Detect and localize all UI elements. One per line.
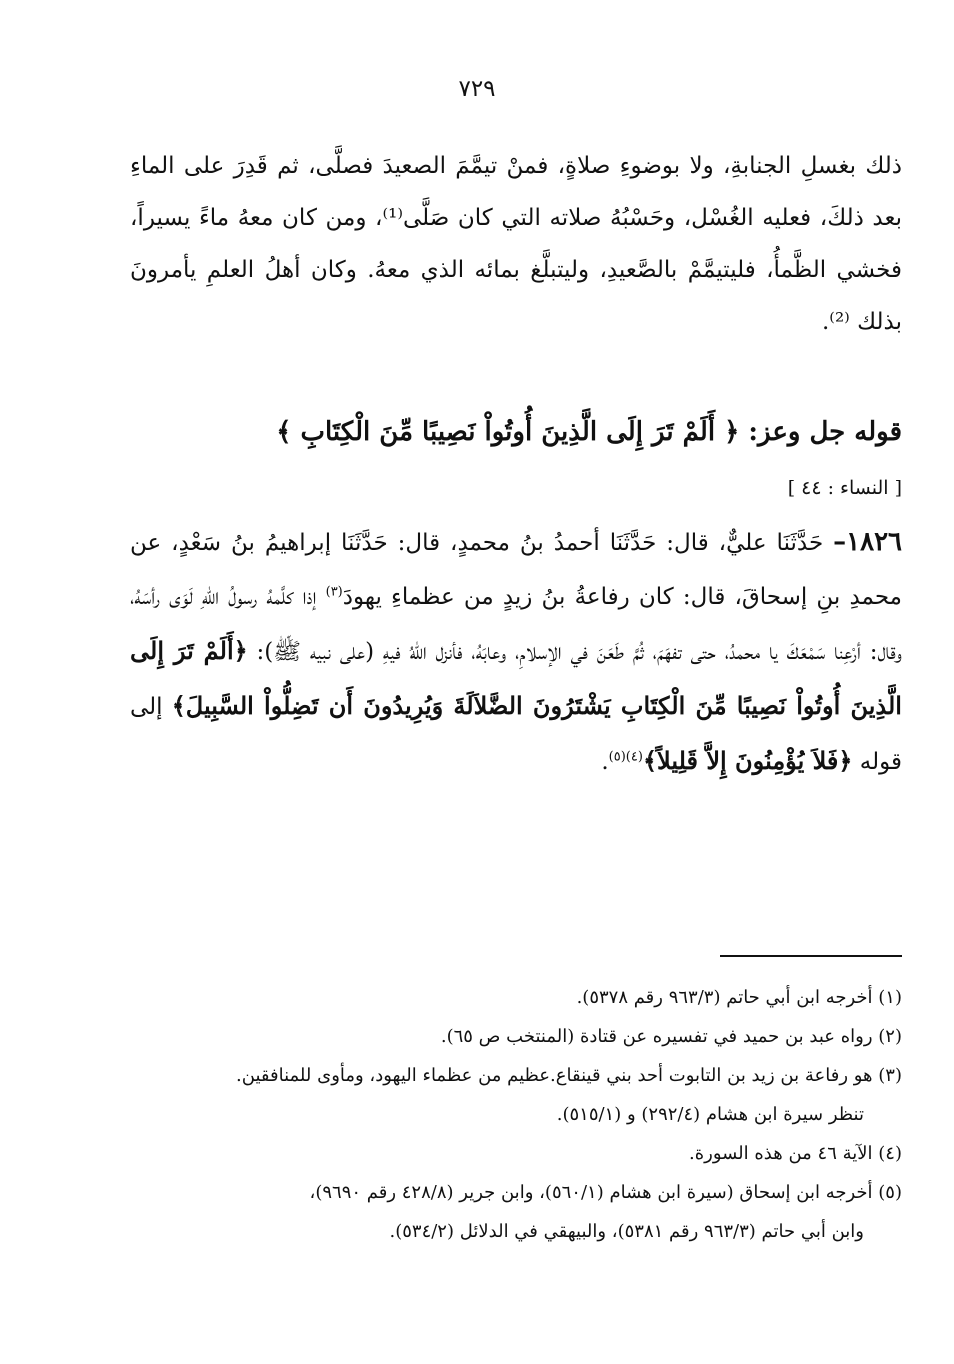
verse-heading xyxy=(130,410,902,454)
footnote-1: (١) أخرجه ابن أبي حاتم (٩٦٣/٣ رقم ٥٣٧٨). xyxy=(576,987,902,1008)
hadith-text-2: إذا كلَّمهُ رسولُ اللهِ لَوَى رأسَهُ، وقال: أرْعِنا سَمْعَكَ يا محمدُ، حتى تفهَمَ، ثُمَّ طَعَنَ في الإسلامِ، وعابَهُ، فأنزل اللهُ فيهِ (على نبيه ﷺ): xyxy=(130,584,902,665)
footnote-ref-3: (٣) xyxy=(325,584,343,600)
body-paragraph: ذلك بغسلِ الجنابةِ، ولا بوضوءِ صلاةٍ، فمنْ تيمَّمَ الصعيدَ فصلَّى، ثم قَدِرَ على الماءِ بعد ذلكَ، فعليه الغُسْل، وحَسْبُهُ صلاته التي كان صَلَّى⁽¹⁾، ومن كان معهُ ماءً يسيراً، فخشي الظَّمأُ، فليتيمَّمْ بالصَّعيدِ، وليتبلَّغ بمائه الذي معهُ. وكان أهلُ العلمِ يأمرونَ بذلك ⁽²⁾. xyxy=(130,153,902,335)
footnote-5: (٥) أخرجه ابن إسحاق (سيرة ابن هشام (٥٦٠/١)، وابن جرير (٤٢٨/٨ رقم ٩٦٩٠)، xyxy=(309,1182,902,1203)
hadith-text-1: حَدَّثَنَا عليٌّ، قال: حَدَّثَنَا أحمدُ بنُ محمدٍ، قال: حَدَّثَنَا إبراهيمُ بنُ سَعْدٍ، عن محمدِ بنِ إسحاقَ، قال: كان رفاعةُ بنُ زيدٍ من عظماءِ يهودَ xyxy=(130,530,902,610)
hadith-number: ١٨٢٦– xyxy=(833,527,902,557)
heading-verse: ﴿ أَلَمْ تَرَ إِلَى الَّذِينَ أُوتُواْ نَصِيبًا مِّنَ الْكِتَابِ ﴾ xyxy=(276,417,740,447)
footnotes xyxy=(130,980,902,1253)
surah-reference: [ النساء : ٤٤ ] xyxy=(787,477,902,499)
footnote-4: (٤) الآية ٤٦ من هذه السورة. xyxy=(688,1143,902,1164)
heading-prefix: قوله جل وعز: xyxy=(739,417,902,447)
footnote-2: (٢) رواه عبد بن حميد في تفسيره عن قتادة (المنتخب ص ٦٥). xyxy=(440,1026,902,1047)
footnote-3: (٣) هو رفاعة بن زيد بن التابوت أحد بني قينقاع.عظيم من عظماء اليهود، ومأوى للمنافقين. xyxy=(236,1065,902,1086)
footnote-3-continued: تنظر سيرة ابن هشام (٢٩٢/٤) و (٥١٥/١). xyxy=(556,1104,864,1125)
footnote-5-continued: وابن أبي حاتم (٩٦٣/٣ رقم ٥٣٨١)، والبيهقي في الدلائل (٥٣٤/٢). xyxy=(389,1221,864,1242)
hadith-end: . xyxy=(601,749,609,775)
quran-verse-2: ﴿فَلاَ يُؤْمِنُونَ إِلاَّ قَلِيلاً﴾ xyxy=(642,746,853,775)
quran-verse-1: ﴿أَلَمْ تَرَ إِلَى الَّذِينَ أُوتُواْ نَصِيبًا مِّنَ الْكِتَابِ يَشْتَرُونَ الضَّلاَلَةَ وَيُرِيدُونَ أَن تَضِلُّواْ السَّبِيلَ﴾ xyxy=(130,636,902,720)
page-number: ٧٢٩ xyxy=(458,76,496,102)
hadith-paragraph xyxy=(130,515,902,789)
footnote-divider xyxy=(720,955,902,957)
hadith-text-3: إلى قوله xyxy=(130,694,902,775)
footnote-refs-4-5: (٤)(٥) xyxy=(608,749,643,765)
